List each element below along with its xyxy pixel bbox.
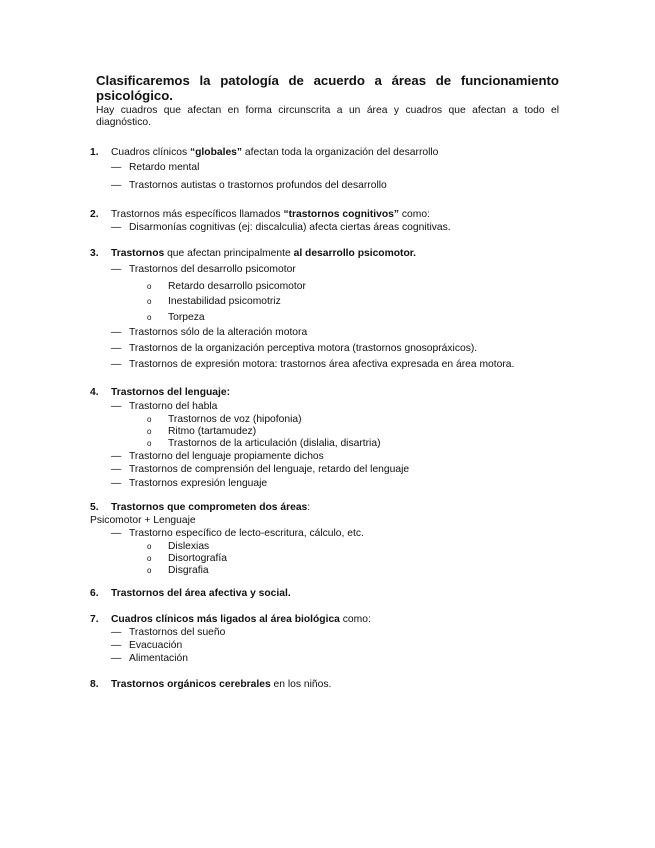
section-3-heading: [111, 248, 416, 260]
dash-marker: —: [111, 451, 122, 462]
section-5-number: 5.: [90, 502, 99, 513]
bullet-marker: o: [147, 297, 152, 306]
list-item: Disarmonías cognitivas (ej: discalculia) afecta ciertas áreas cognitivas.: [129, 222, 451, 233]
bullet-marker: o: [147, 566, 152, 575]
dash-marker: —: [111, 359, 122, 370]
section-2-number: 2.: [90, 209, 99, 220]
list-item: Trastorno del habla: [129, 401, 218, 412]
dash-marker: —: [111, 264, 122, 275]
list-item: Trastornos del sueño: [129, 627, 226, 638]
list-item: Alimentación: [129, 653, 188, 664]
section-7-heading: [111, 614, 371, 626]
list-item: Trastornos de comprensión del lenguaje, retardo del lenguaje: [129, 464, 410, 475]
section-1-number: 1.: [90, 147, 99, 158]
section-8-bold: Trastornos orgánicos cerebrales: [111, 679, 271, 690]
dash-marker: —: [111, 653, 122, 664]
section-3-mid: que afectan principalmente: [164, 248, 294, 259]
dash-marker: —: [111, 627, 122, 638]
sub-list-item: Torpeza: [168, 312, 205, 323]
dash-marker: —: [111, 528, 122, 539]
bullet-marker: o: [147, 542, 152, 551]
list-item: Trastorno del lenguaje propiamente dichos: [129, 451, 324, 462]
sub-list-item: Ritmo (tartamudez): [168, 426, 257, 437]
list-item: Retardo mental: [129, 162, 200, 173]
dash-marker: —: [111, 327, 122, 338]
dash-marker: —: [111, 222, 122, 233]
section-8-number: 8.: [90, 679, 99, 690]
bullet-marker: o: [147, 427, 152, 436]
section-2-heading: [111, 209, 430, 221]
sub-list-item: Disgrafia: [168, 565, 209, 576]
section-5-bold: Trastornos que comprometen dos áreas: [111, 502, 308, 513]
list-item: Trastornos de expresión motora: trastornos área afectiva expresada en área motora.: [129, 359, 515, 370]
section-7-number: 7.: [90, 614, 99, 625]
dash-marker: —: [111, 464, 122, 475]
section-2-post: como:: [399, 209, 430, 220]
section-7-bold: Cuadros clínicos más ligados al área biológica: [111, 614, 340, 625]
dash-marker: —: [111, 343, 122, 354]
list-item: Trastornos autistas o trastornos profundos del desarrollo: [129, 180, 387, 191]
bullet-marker: o: [147, 554, 152, 563]
list-item: Trastornos expresión lenguaje: [129, 478, 268, 489]
bullet-marker: o: [147, 415, 152, 424]
sub-list-item: Dislexias: [168, 541, 210, 552]
section-2-pre: Trastornos más específicos llamados: [111, 209, 284, 220]
sub-list-item: Inestabilidad psicomotriz: [168, 296, 281, 307]
dash-marker: —: [111, 478, 122, 489]
section-1-post: afectan toda la organización del desarrollo: [242, 147, 439, 158]
section-5-subline: Psicomotor + Lenguaje: [90, 515, 196, 526]
dash-marker: —: [111, 640, 122, 651]
list-item: Trastorno específico de lecto-escritura, cálculo, etc.: [129, 528, 364, 539]
section-6-number: 6.: [90, 588, 99, 599]
section-2-bold: “trastornos cognitivos”: [283, 209, 400, 220]
list-item: Trastornos de la organización perceptiva motora (trastornos gnosopráxicos).: [129, 343, 478, 354]
bullet-marker: o: [147, 313, 152, 322]
dash-marker: —: [111, 401, 122, 412]
intro-paragraph: Hay cuadros que afectan en forma circunscrita a un área y cuadros que afectan a todo el diagnóstico.: [96, 105, 559, 128]
document-title: Clasificaremos la patología de acuerdo a áreas de funcionamiento psicológico.: [96, 73, 559, 103]
bullet-marker: o: [147, 282, 152, 291]
section-3-bold2: al desarrollo psicomotor.: [293, 248, 417, 259]
section-8-heading: [111, 679, 331, 691]
section-1-pre: Cuadros clínicos: [111, 147, 190, 158]
section-3-number: 3.: [90, 248, 99, 259]
section-4-heading: Trastornos del lenguaje:: [111, 387, 231, 398]
section-1-heading: [111, 147, 438, 159]
section-1-bold: “globales”: [189, 147, 243, 158]
dash-marker: —: [111, 180, 122, 191]
section-8-post: en los niños.: [270, 679, 332, 690]
dash-marker: —: [111, 162, 122, 173]
sub-list-item: Trastornos de voz (hipofonia): [168, 414, 302, 425]
sub-list-item: Trastornos de la articulación (dislalia, disartria): [168, 438, 381, 449]
section-5-colon: :: [307, 502, 311, 513]
sub-list-item: Disortografía: [168, 553, 227, 564]
list-item: Trastornos del desarrollo psicomotor: [129, 264, 296, 275]
list-item: Trastornos sólo de la alteración motora: [129, 327, 308, 338]
section-7-post: como:: [339, 614, 371, 625]
list-item: Evacuación: [129, 640, 183, 651]
bullet-marker: o: [147, 439, 152, 448]
sub-list-item: Retardo desarrollo psicomotor: [168, 281, 306, 292]
section-4-number: 4.: [90, 387, 99, 398]
section-6-heading: Trastornos del área afectiva y social.: [111, 588, 291, 599]
section-5-heading: [111, 502, 310, 514]
section-3-bold1: Trastornos: [111, 248, 165, 259]
